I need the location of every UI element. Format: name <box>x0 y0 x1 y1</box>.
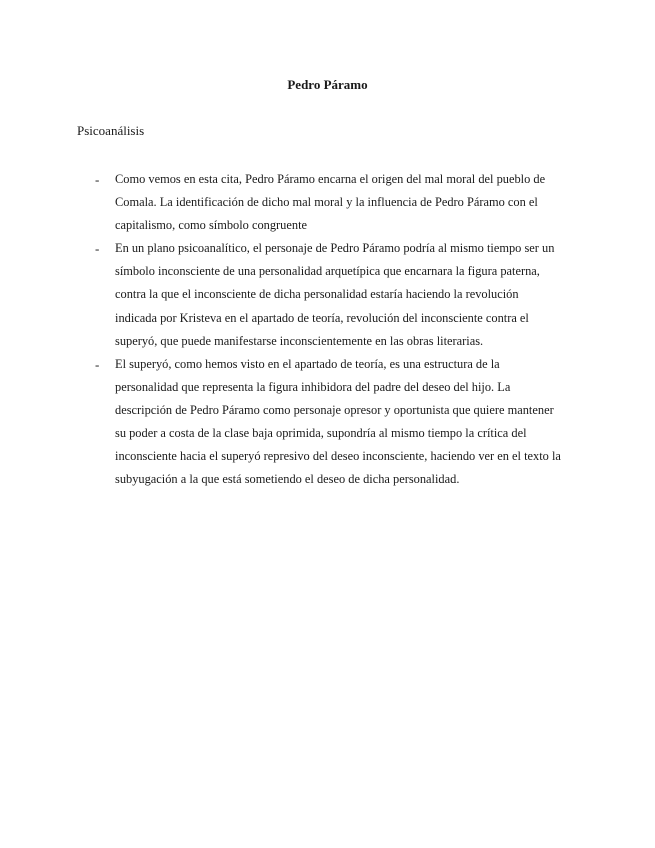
bullet-list <box>0 168 655 491</box>
list-item-text <box>115 168 585 237</box>
list-item-text <box>115 353 585 492</box>
text-line: capitalismo, como símbolo congruente <box>115 218 308 233</box>
text-line: su poder a costa de la clase baja oprimida, supondría al mismo tiempo la crítica del <box>115 426 527 441</box>
list-item-text <box>115 237 585 352</box>
text-line: superyó, que puede manifestarse inconscientemente en las obras literarias. <box>115 333 484 348</box>
document-title: Pedro Páramo <box>287 77 368 92</box>
text-line: El superyó, como hemos visto en el apartado de teoría, es una estructura de la <box>115 356 500 371</box>
text-line: contra la que el inconsciente de dicha personalidad estaría haciendo la revolución <box>115 287 519 302</box>
bullet-dash: - <box>95 172 100 187</box>
text-line: Comala. La identificación de dicho mal moral y la influencia de Pedro Páramo con el <box>115 195 538 210</box>
text-line: inconsciente hacia el superyó represivo del deseo inconsciente, haciendo ver en el texto la <box>115 449 561 464</box>
bullet-dash: - <box>95 241 100 257</box>
list-item <box>0 168 655 237</box>
text-line: descripción de Pedro Páramo como personaje opresor y oportunista que quiere mantener <box>115 402 554 417</box>
bullet-dash: - <box>95 356 100 372</box>
list-item <box>0 237 655 352</box>
text-line: subyugación a la que está sometiendo el deseo de dicha personalidad. <box>115 472 460 487</box>
text-line: símbolo inconsciente de una personalidad arquetípica que encarnara la figura paterna, <box>115 264 540 279</box>
text-line: indicada por Kristeva en el apartado de teoría, revolución del inconsciente contra el <box>115 310 529 325</box>
text-line: En un plano psicoanalítico, el personaje de Pedro Páramo podría al mismo tiempo ser un <box>115 241 555 256</box>
list-item <box>0 353 655 492</box>
text-line: personalidad que representa la figura inhibidora del padre del deseo del hijo. La <box>115 379 511 394</box>
section-heading: Psicoanálisis <box>77 123 145 138</box>
text-line: Como vemos en esta cita, Pedro Páramo encarna el origen del mal moral del pueblo de <box>115 172 546 186</box>
